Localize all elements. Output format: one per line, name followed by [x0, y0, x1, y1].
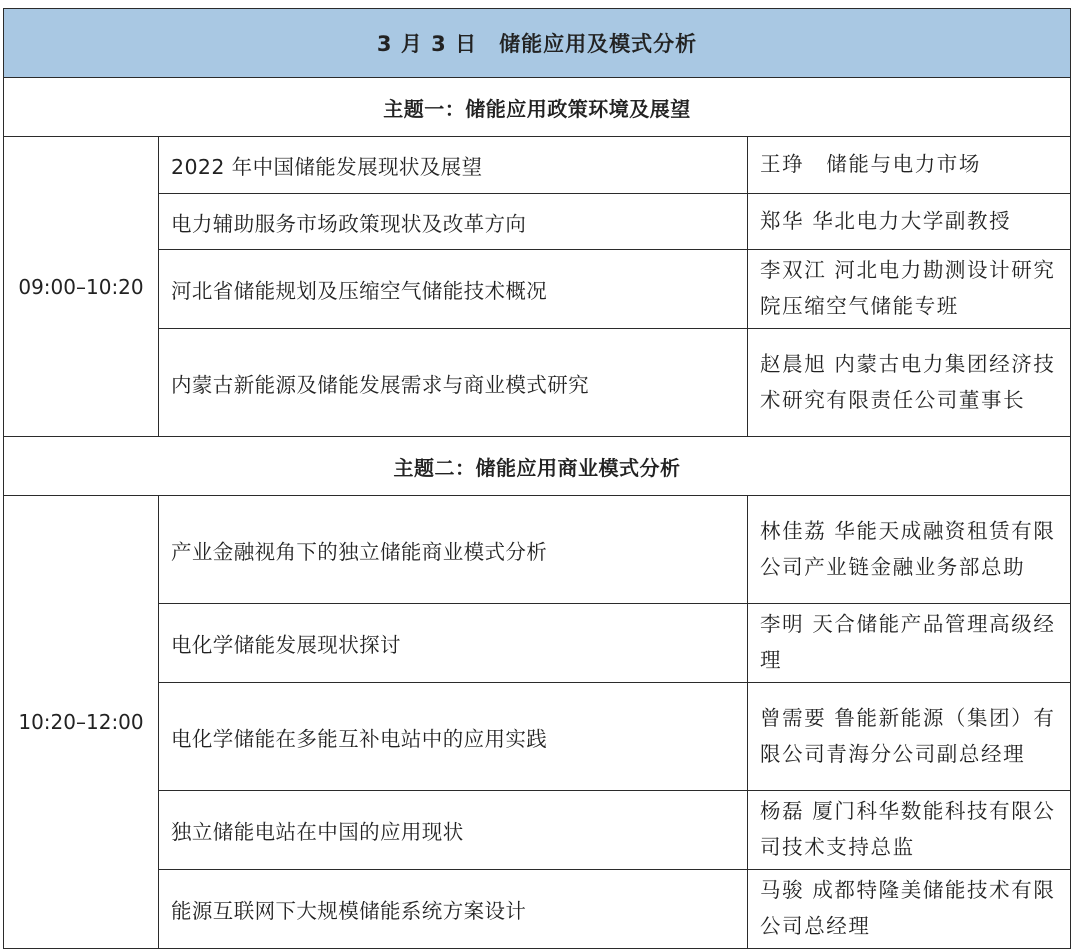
topic-cell: 能源互联网下大规模储能系统方案设计 [159, 870, 748, 949]
speaker-cell: 李明 天合储能产品管理高级经理 [748, 604, 1071, 683]
table-row [4, 683, 1071, 791]
table-row [4, 329, 1071, 437]
topic-cell: 电力辅助服务市场政策现状及改革方向 [159, 194, 748, 250]
day-title: 3 月 3 日 储能应用及模式分析 [4, 9, 1071, 78]
speaker-cell: 李双江 河北电力勘测设计研究院压缩空气储能专班 [748, 250, 1071, 329]
table-row [4, 496, 1071, 604]
topic-cell: 河北省储能规划及压缩空气储能技术概况 [159, 250, 748, 329]
topic-cell: 内蒙古新能源及储能发展需求与商业模式研究 [159, 329, 748, 437]
table-row [4, 604, 1071, 683]
speaker-cell: 曾需要 鲁能新能源（集团）有限公司青海分公司副总经理 [748, 683, 1071, 791]
topic-cell: 电化学储能在多能互补电站中的应用实践 [159, 683, 748, 791]
speaker-cell: 杨磊 厦门科华数能科技有限公司技术支持总监 [748, 791, 1071, 870]
topic-cell: 2022 年中国储能发展现状及展望 [159, 137, 748, 194]
time-slot: 10:20–12:00 [4, 496, 159, 949]
agenda-table [3, 8, 1071, 949]
theme-title: 主题二：储能应用商业模式分析 [4, 437, 1071, 496]
topic-cell: 产业金融视角下的独立储能商业模式分析 [159, 496, 748, 604]
table-row [4, 137, 1071, 194]
speaker-cell: 赵晨旭 内蒙古电力集团经济技术研究有限责任公司董事长 [748, 329, 1071, 437]
topic-cell: 独立储能电站在中国的应用现状 [159, 791, 748, 870]
theme-row [4, 437, 1071, 496]
speaker-cell: 林佳荔 华能天成融资租赁有限公司产业链金融业务部总助 [748, 496, 1071, 604]
speaker-cell: 郑华 华北电力大学副教授 [748, 194, 1071, 250]
table-row [4, 194, 1071, 250]
title-row [4, 9, 1071, 78]
speaker-cell: 王琤 储能与电力市场 [748, 137, 1071, 194]
table-row [4, 791, 1071, 870]
theme-title: 主题一：储能应用政策环境及展望 [4, 78, 1071, 137]
table-row [4, 250, 1071, 329]
time-slot: 09:00–10:20 [4, 137, 159, 437]
theme-row [4, 78, 1071, 137]
topic-cell: 电化学储能发展现状探讨 [159, 604, 748, 683]
speaker-cell: 马骏 成都特隆美储能技术有限公司总经理 [748, 870, 1071, 949]
